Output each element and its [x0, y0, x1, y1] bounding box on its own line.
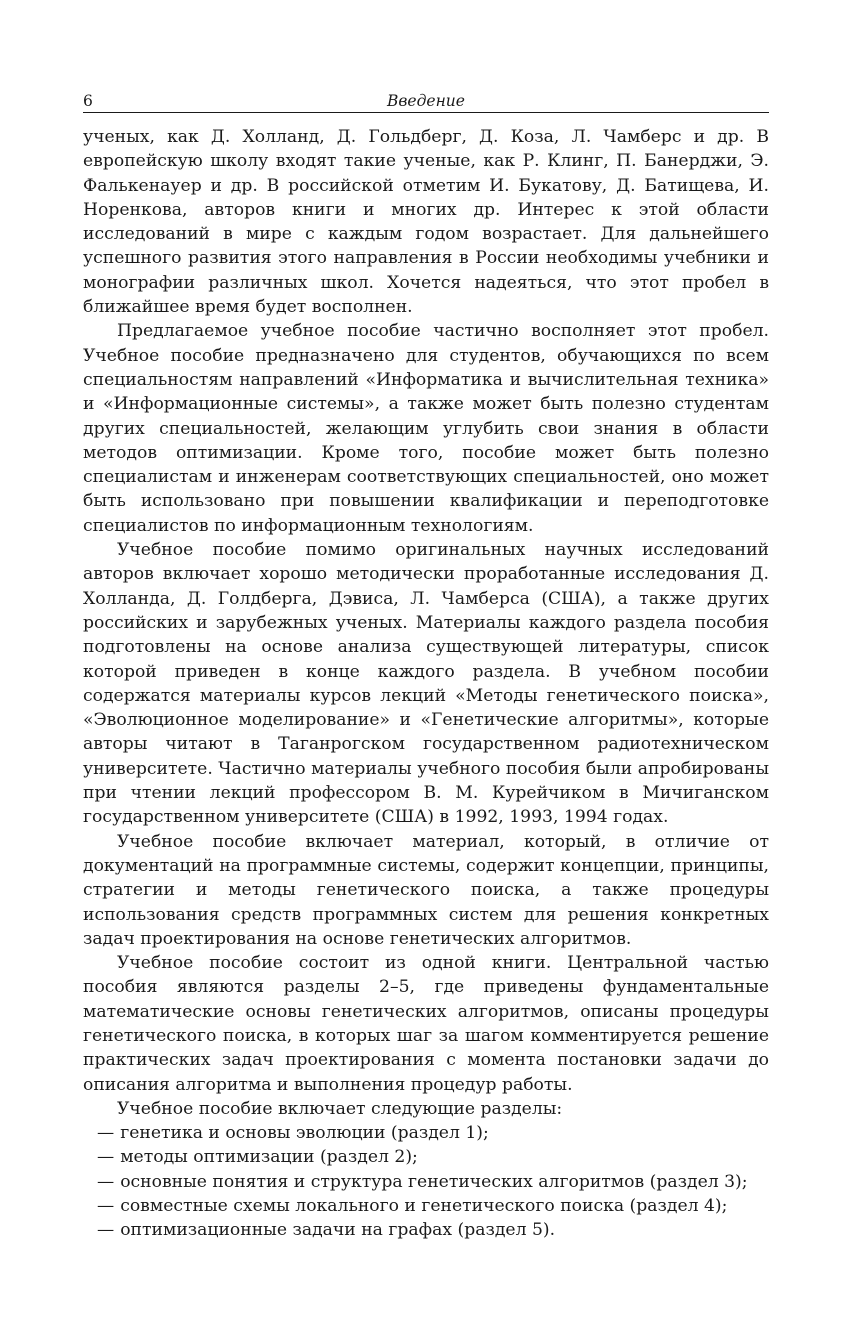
list-item [83, 1121, 769, 1145]
list-item-text: методы оптимизации (раздел 2); [120, 1147, 418, 1168]
list-item-text: генетика и основы эволюции (раздел 1); [120, 1123, 489, 1144]
paragraph: ученых, как Д. Холланд, Д. Гольдберг, Д. Коза, Л. Чамберс и др. В европейскую школу входят такие ученые, как Р. Клинг, П. Банерджи, Э. Фалькенауер и др. В российской отметим И. Букатову, Д. Батищева, И. Норенкова, авторов книги и многих др. Интерес к этой области исследований в мире с каждым годом возрастает. Для дальнейшего успешного развития этого направления в России необходимы учебники и монографии различных школ. Хочется надеяться, что этот пробел в ближайшее время будет восполнен. [83, 127, 769, 318]
list-dash: — [97, 1123, 115, 1144]
list-item-text: основные понятия и структура генетических алгоритмов (раздел 3); [120, 1171, 748, 1192]
book-page [83, 90, 769, 1243]
body-text [83, 125, 769, 1243]
paragraph: Предлагаемое учебное пособие частично восполняет этот пробел. Учебное пособие предназначено для студентов, обучающихся по всем специальностям направлений «Информатика и вычислительная техника» и «Информационные системы», а также может быть полезно студентам других специальностей, желающим углубить свои знания в области методов оптимизации. Кроме того, пособие может быть полезно специалистам и инженерам соответствующих специальностей, оно может быть использовано при повышении квалификации и переподготовке специалистов по информационным технологиям. [83, 321, 769, 536]
list-item-text: оптимизационные задачи на графах (раздел 5). [120, 1220, 556, 1241]
list-dash: — [97, 1220, 115, 1241]
running-head [83, 90, 769, 113]
paragraph: Учебное пособие состоит из одной книги. Центральной частью пособия являются разделы 2–5, где приведены фундаментальные математические основы генетических алгоритмов, описаны процедуры генетического поиска, в которых шаг за шагом комментируется решение практических задач проектирования с момента постановки задачи до описания алгоритма и выполнения процедур работы. [83, 953, 769, 1095]
paragraph: Учебное пособие включает следующие разделы: [117, 1098, 563, 1119]
list-item [83, 1194, 769, 1218]
list-dash: — [97, 1196, 115, 1217]
list-dash: — [97, 1147, 115, 1168]
page-number: 6 [83, 92, 93, 110]
list-item-text: совместные схемы локального и генетического поиска (раздел 4); [120, 1196, 728, 1217]
paragraph: Учебное пособие помимо оригинальных научных исследований авторов включает хорошо методически проработанные исследования Д. Холланда, Д. Голдберга, Дэвиса, Л. Чамберса (США), а также других российских и зарубежных ученых. Материалы каждого раздела пособия подготовлены на основе анализа существующей литературы, список которой приведен в конце каждого раздела. В учебном пособии содержатся материалы курсов лекций «Методы генетического поиска», «Эволюционное моделирование» и «Генетические алгоритмы», которые авторы читают в Таганрогском государственном радиотехническом университете. Частично материалы учебного пособия были апробированы при чтении лекций профессором В. М. Курейчиком в Мичиганском государственном университете (США) в 1992, 1993, 1994 годах. [83, 540, 769, 828]
section-list [83, 1121, 769, 1242]
list-item [83, 1170, 769, 1194]
list-item [83, 1218, 769, 1242]
paragraph: Учебное пособие включает материал, который, в отличие от документаций на программные системы, содержит концепции, принципы, стратегии и методы генетического поиска, а также процедуры использования средств программных систем для решения конкретных задач проектирования на основе генетических алгоритмов. [83, 831, 769, 949]
list-item [83, 1145, 769, 1169]
section-title: Введение [387, 92, 465, 110]
list-dash: — [97, 1171, 115, 1192]
